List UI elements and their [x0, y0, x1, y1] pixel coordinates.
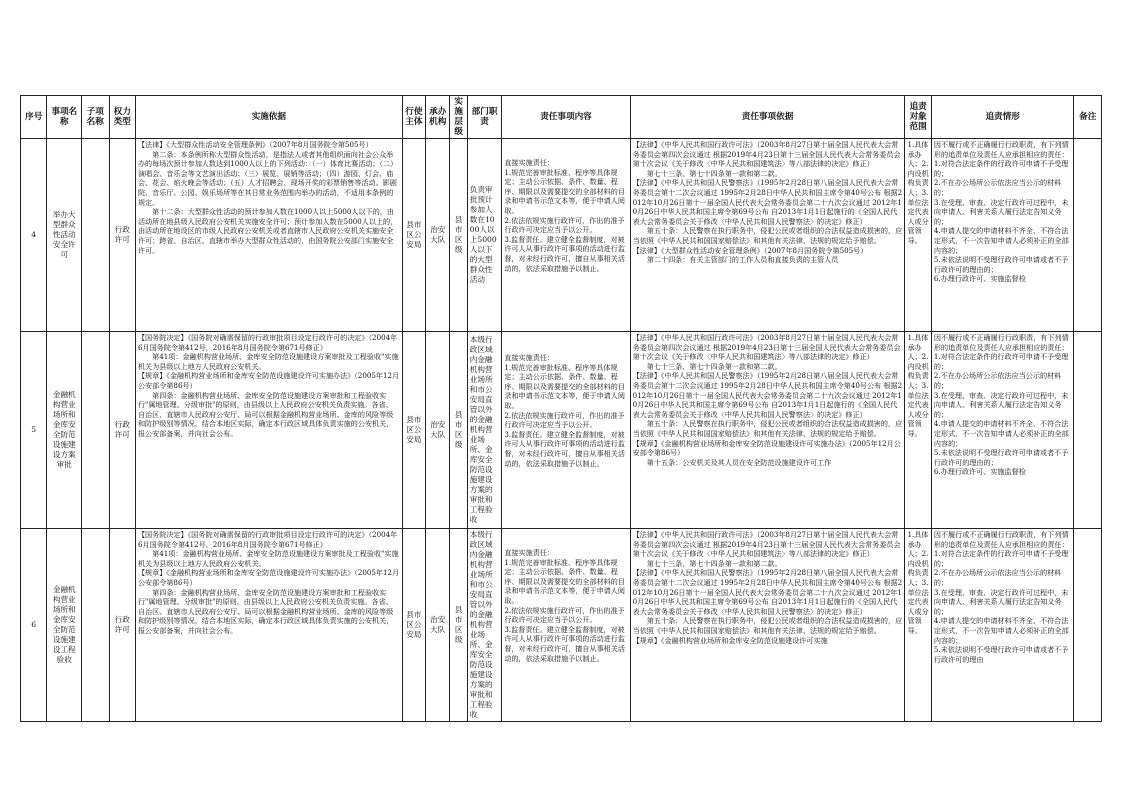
row-content: [502, 332, 630, 529]
header-resp: 责任事项依据: [630, 96, 905, 139]
acc-para: 4.申请人提交的申请材料不齐全、不符合法定形式，不一次告知申请人必须补正的全部内容的；: [933, 616, 1069, 645]
content-para: 1.规范完善审批标准、程序等具体规定；主动公示依据、条件、数量、程序、期限以及需要提交的全部材料的目录和申请书示范文本等，便于申请人阅取。: [504, 167, 625, 215]
resp-para: 第七十三条、第七十四条第一款和第二款。: [646, 558, 782, 568]
row-level: 县市区级: [450, 332, 467, 529]
content-para: 3.监督责任。建立健全监督制度，对被许可人从事行政许可事项的活动进行监督，对未经行政许可，擅自从事相关活动的，依法采取措施予以制止。: [504, 429, 625, 468]
basis-para: 【国务院决定】《国务院对确需保留的行政审批项目设定行政许可的决定》（2004年6月国务院令第412号，2016年8月国务院令第671号修正）: [137, 333, 398, 352]
acc-para: 因不履行或不正确履行行政职责，有下列情形的追责单位及责任人应承担相应的责任：: [933, 140, 1069, 159]
row-no: 6: [21, 529, 47, 722]
acc-para: 4.申请人提交的申请材料不齐全、不符合法定形式，不一次告知申请人必须补正的全部内容的；: [933, 419, 1069, 448]
header-acc: 追责情形: [931, 96, 1074, 139]
row-acc: [931, 332, 1074, 529]
resp-para: 【法律】《大型群众性活动安全管理条例》（2007年8月国务院令第505号）: [632, 245, 868, 255]
row-duty: 负责审批预计参加人数在1000人以上5000人以下的大型群众性活动: [467, 139, 502, 332]
acc-para: 3.在受理、审查、决定行政许可过程中，未向申请人、利害关系人履行法定告知义务的；: [933, 197, 1069, 226]
header-basis: 实施依据: [135, 96, 402, 139]
resp-para: 【法律】《中华人民共和国人民警察法》（1995年2月28日第八届全国人民代表大会常务委员会第十二次会议通过 1995年2月28日中华人民共和国主席令第40号公布 根据2012年10月26日第十一届全国人民代表大会常务委员会第二十九次会议通过 2012年10月26日中华人民共和国主席令第69号公布 自2013年1月1日起施行的《全国人民代表大会常务委员会关于修改〈中华人民共和国人民警察法〉的决定》修正）: [632, 178, 903, 226]
row-resp: [630, 529, 905, 722]
row-resp: [630, 139, 905, 332]
row-no: 5: [21, 332, 47, 529]
resp-para: 【规章】《金融机构营业场所和金库安全防范设施建设许可实施办法》（2005年12月公安部令第86号）: [632, 438, 901, 458]
table-header-row: [21, 96, 1102, 139]
content-para: 1.规范完善审批标准、程序等具体规定；主动公示依据、条件、数量、程序、期限以及需要提交的全部材料的目录和申请书示范文本等，便于申请人阅取。: [504, 362, 625, 410]
row-note: [1074, 529, 1102, 722]
acc-para: 2.不在办公场所公示依法应当公示的材料的；: [933, 568, 1062, 587]
row-name: 金融机构营业场所和金库安全防范设施建设工程验收: [47, 529, 82, 722]
row-duty: 本级行政区域内金融机构营业场所和市公安局直管以外的金融机构营业场所、金库安全防范设施建设方案的审批和工程验收: [467, 332, 502, 529]
row-subject: 县市区公安局: [402, 529, 425, 722]
row-name: 举办大型群众性活动安全许可: [47, 139, 82, 332]
header-no: 序号: [21, 96, 47, 139]
row-basis: [135, 139, 402, 332]
resp-para: 第七十三条、第七十四条第一款和第二款。: [646, 361, 782, 371]
row-subject: 县市区公安局: [402, 332, 425, 529]
basis-para: 【法律】《大型群众性活动安全管理条例》（2007年8月国务院令第505号）: [137, 140, 373, 149]
acc-para: 3.在受理、审查、决定行政许可过程中，未向申请人、利害关系人履行法定告知义务的；: [933, 587, 1069, 616]
basis-para: 【国务院决定】《国务院对确需保留的行政审批项目设定行政许可的决定》（2004年6月国务院令第412号，2016年8月国务院令第671号修正）: [137, 530, 398, 549]
header-scope: 追责对象范围: [905, 96, 931, 139]
row-type: 行政许可: [109, 332, 135, 529]
row-org: 治安大队: [426, 139, 450, 332]
table-row: [21, 139, 1102, 332]
basis-para: 【规章】《金融机构营业场所和金库安全防范设施建设许可实施办法》（2005年12月公安部令第86号）: [137, 371, 400, 390]
row-resp: [630, 332, 905, 529]
basis-para: 第41项：金融机构营业场所、金库安全防范设施建设方案审批及工程验收"实施机关为县级以上地方人民政府公安机关。: [137, 549, 399, 568]
row-level: 县市区级: [450, 529, 467, 722]
acc-para: 6.办理行政许可、实施监督检: [933, 274, 1026, 284]
row-level: 县市区级: [450, 139, 467, 332]
resp-para: 第五十条：人民警察在执行职务中，侵犯公民或者组织的合法权益造成损害的，应当依照《中华人民共和国国家赔偿法》和其他有关法律、法规的规定给予赔偿。: [632, 616, 903, 635]
header-org: 承办机构: [426, 96, 450, 139]
row-content: [502, 139, 630, 332]
resp-para: 【规章】《金融机构营业场所和金库安全防范设施建设许可实施: [632, 635, 828, 645]
row-sub: [82, 139, 109, 332]
acc-para: 因不履行或不正确履行行政职责，有下列情形的追责单位及责任人应承担相应的责任：: [933, 333, 1069, 352]
content-para: 1.规范完善审批标准、程序等具体规定；主动公示依据、条件、数量、程序、期限以及需要提交的全部材料的目录和申请书示范文本等，便于申请人阅取。: [504, 557, 625, 605]
content-para: 3.监督责任。建立健全监督制度，对被许可人从事行政许可事项的活动进行监督，对未经行政许可，擅自从事相关活动的，依法采取措施予以制止。: [504, 624, 625, 663]
content-para: 2.依法依规实施行政许可，作出的准予行政许可决定应当予以公开。: [504, 605, 625, 625]
content-para: 3.监督责任。建立健全监督制度，对被许可人从事行政许可事项的活动进行监督，对未经行政许可，擅自从事相关活动的，依法采取措施予以制止。: [504, 234, 625, 273]
acc-para: 5.未依法说明不受理行政许可申请或者不予行政许可的理由的；: [933, 255, 1069, 274]
row-note: [1074, 139, 1102, 332]
row-scope: 1.具体承办人；2.内设机构负责人；3.单位法定代表人或分管领导。: [905, 332, 931, 529]
row-basis: [135, 332, 402, 529]
row-scope: 1.具体承办人；2.内设机构负责人；3.单位法定代表人或分管领导。: [905, 139, 931, 332]
resp-para: 第十五条：公安机关及其人员在安全防范设施建设许可工作: [646, 457, 832, 467]
content-para: 2.依法依规实施行政许可，作出的准予行政许可决定应当予以公开。: [504, 410, 625, 430]
resp-para: 【法律】《中华人民共和国行政许可法》（2003年8月27日第十届全国人民代表大会常务委员会第四次会议通过 根据2019年4月23日第十三届全国人民代表大会常务委员会第十次会议《关于修改〈中华人民共和国建筑法〉等八部法律的决定》修正）: [632, 530, 901, 559]
row-subject: 县市区公安局: [402, 139, 425, 332]
basis-para: 【规章】《金融机构营业场所和金库安全防范设施建设许可实施办法》（2005年12月公安部令第86号）: [137, 568, 400, 587]
content-para: 直接实施责任：: [504, 548, 555, 557]
acc-para: 5.未依法说明不受理行政许可申请或者不予行政许可的理由的；: [933, 448, 1069, 467]
resp-para: 【法律】《中华人民共和国人民警察法》（1995年2月28日第八届全国人民代表大会常务委员会第十二次会议通过 1995年2月28日中华人民共和国主席令第40号公布 根据2012年10月26日第十一届全国人民代表大会常务委员会第二十九次会议通过 2012年10月26日中华人民共和国主席令第69号公布 自2013年1月1日起施行的《全国人民代表大会常务委员会关于修改〈中华人民共和国人民警察法〉的决定》修正）: [632, 371, 903, 419]
header-type: 权力类型: [109, 96, 135, 139]
header-content: 责任事项内容: [502, 96, 630, 139]
row-sub: [82, 332, 109, 529]
header-note: 备注: [1074, 96, 1102, 139]
resp-para: 【法律】《中华人民共和国行政许可法》（2003年8月27日第十届全国人民代表大会常务委员会第四次会议通过 根据2019年4月23日第十三届全国人民代表大会常务委员会第十次会议《关于修改〈中华人民共和国建筑法〉等八部法律的决定》修正）: [632, 333, 901, 362]
resp-para: 第五十条：人民警察在执行职务中，侵犯公民或者组织的合法权益造成损害的，应当依照《中华人民共和国国家赔偿法》和其他有关法律、法规的规定给予赔偿。: [632, 226, 903, 245]
row-scope: 1.具体承办人；2.内设机构负责人；3.单位法定代表人或分管领导。: [905, 529, 931, 722]
row-type: 行政许可: [109, 529, 135, 722]
acc-para: 1.对符合法定条件的行政许可申请不予受理的；: [933, 549, 1069, 568]
acc-para: 因不履行或不正确履行行政职责，有下列情形的追责单位及责任人应承担相应的责任：: [933, 530, 1069, 549]
resp-para: 第七十三条、第七十四条第一款和第二款。: [646, 168, 782, 178]
row-org: 治安大队: [426, 529, 450, 722]
resp-para: 第五十条：人民警察在执行职务中，侵犯公民或者组织的合法权益造成损害的，应当依照《中华人民共和国国家赔偿法》和其他有关法律、法规的规定给予赔偿。: [632, 419, 903, 438]
header-level: 实施层级: [450, 96, 467, 139]
acc-para: 6.办理行政许可、实施监督检: [933, 467, 1026, 477]
basis-para: 第十二条：大型群众性活动的预计参加人数在1000人以上5000人以下的，由活动所在地县级人民政府公安机关实施安全许可；预计参加人数在5000人以上的，由活动所在地设区的市级人民政府公安机关或者直辖市人民政府公安机关实施安全许可；跨省、自治区、直辖市举办大型群众性活动的，由国务院公安部门实施安全许可。: [137, 207, 398, 255]
header-subject: 行使主体: [402, 96, 425, 139]
acc-para: 3.在受理、审查、决定行政许可过程中，未向申请人、利害关系人履行法定告知义务的；: [933, 390, 1069, 419]
header-sub: 子项名称: [82, 96, 109, 139]
acc-para: 1.对符合法定条件的行政许可申请不予受理的；: [933, 159, 1069, 178]
row-acc: [931, 529, 1074, 722]
acc-para: 2.不在办公场所公示依法应当公示的材料的；: [933, 371, 1062, 390]
basis-para: 第41项：金融机构营业场所、金库安全防范设施建设方案审批及工程验收"实施机关为县级以上地方人民政府公安机关。: [137, 352, 399, 371]
resp-para: 第二十四条：有关主管部门的工作人员和直接负责的主管人员: [646, 255, 839, 265]
row-name: 金融机构营业场所和金库安全防范设施建设方案审批: [47, 332, 82, 529]
row-acc: [931, 139, 1074, 332]
content-para: 直接实施责任：: [504, 158, 555, 167]
row-basis: [135, 529, 402, 722]
table-row: [21, 529, 1102, 722]
row-type: 行政许可: [109, 139, 135, 332]
row-org: 治安大队: [426, 332, 450, 529]
acc-para: 4.申请人提交的申请材料不齐全、不符合法定形式，不一次告知申请人必须补正的全部内容的；: [933, 226, 1069, 255]
basis-para: 第四条：金融机构营业场所、金库安全防范设施建设方案审批和工程验收实行"属地管理、分级审批"的原则，由县级以上人民政府公安机关负责实施。各省、自治区、直辖市人民政府公安厅、局可以根据金融机构营业场所、金库的风险等级和防护级别等情况，结合本地区实际，确定本行政区域具体负责实施的公安机关，报公安部备案，并向社会公布。: [137, 587, 394, 635]
basis-para: 第二条：本条例所称大型群众性活动，是指法人或者其他组织面向社会公众举办的每场次预计参加人数达到1000人以上的下列活动：（一）体育比赛活动；（二）演唱会、音乐会等文艺演出活动；（三）展览、展销等活动；（四）游园、灯会、庙会、花会、焰火晚会等活动；（五）人才招聘会、现场开奖的彩票销售等活动。影剧院、音乐厅、公园、娱乐场所等在其日常业务范围内举办的活动，不适用本条例的规定。: [137, 149, 398, 207]
resp-para: 【法律】《中华人民共和国行政许可法》（2003年8月27日第十届全国人民代表大会常务委员会第四次会议通过 根据2019年4月23日第十三届全国人民代表大会常务委员会第十次会议《关于修改〈中华人民共和国建筑法〉等八部法律的决定》修正）: [632, 140, 901, 169]
acc-para: 1.对符合法定条件的行政许可申请不予受理的；: [933, 352, 1069, 371]
row-sub: [82, 529, 109, 722]
header-name: 事项名称: [47, 96, 82, 139]
row-no: 4: [21, 139, 47, 332]
acc-para: 5.未依法说明不受理行政许可申请或者不予行政许可的理由: [933, 645, 1069, 664]
row-note: [1074, 332, 1102, 529]
resp-para: 【法律】《中华人民共和国人民警察法》（1995年2月28日第八届全国人民代表大会常务委员会第十二次会议通过 1995年2月28日中华人民共和国主席令第40号公布 根据2012年10月26日第十一届全国人民代表大会常务委员会第二十九次会议通过 2012年10月26日中华人民共和国主席令第69号公布 自2013年1月1日起施行的《全国人民代表大会常务委员会关于修改〈中华人民共和国人民警察法〉的决定》修正）: [632, 568, 903, 616]
content-para: 2.依法依规实施行政许可，作出的准予行政许可决定应当予以公开。: [504, 215, 625, 235]
table-row: [21, 332, 1102, 529]
accountability-table: [20, 95, 1102, 722]
row-duty: 本级行政区域内金融机构营业场所和市公安局直管以外的金融机构营业场所、金库安全防范设施建设方案的审批和工程验收: [467, 529, 502, 722]
content-para: 直接实施责任：: [504, 353, 555, 362]
header-duty: 部门职责: [467, 96, 502, 139]
row-content: [502, 529, 630, 722]
basis-para: 第四条：金融机构营业场所、金库安全防范设施建设方案审批和工程验收实行"属地管理、分级审批"的原则，由县级以上人民政府公安机关负责实施。各省、自治区、直辖市人民政府公安厅、局可以根据金融机构营业场所、金库的风险等级和防护级别等情况，结合本地区实际，确定本行政区域具体负责实施的公安机关，报公安部备案，并向社会公布。: [137, 390, 394, 438]
acc-para: 2.不在办公场所公示依法应当公示的材料的；: [933, 178, 1062, 197]
